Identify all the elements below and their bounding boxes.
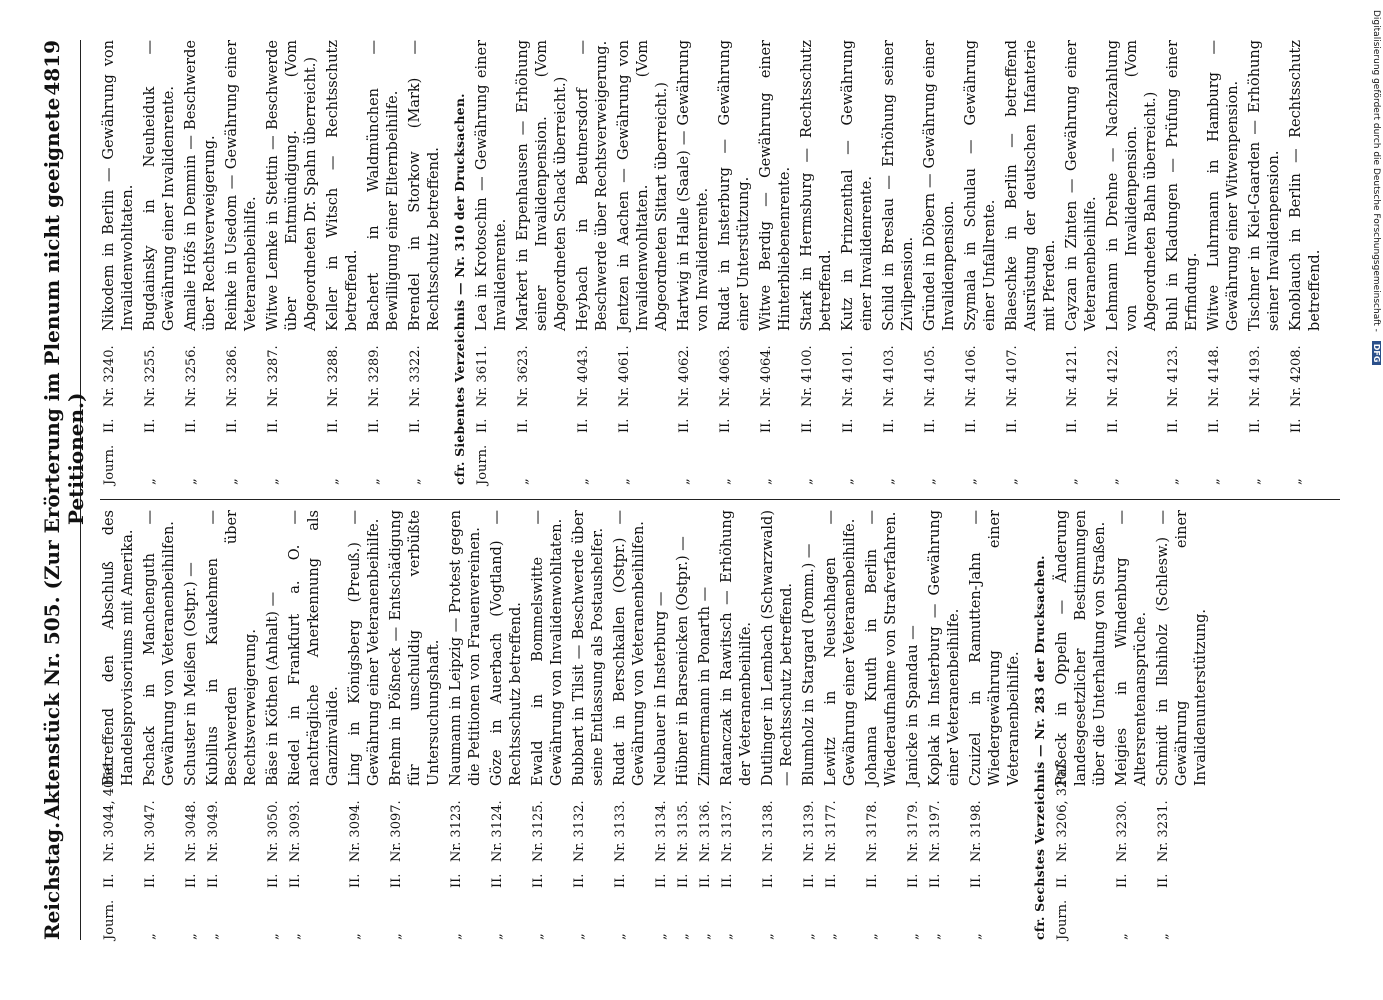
journal-mark: „ [841,478,856,485]
petition-text: Czuizel in Ramutten-Jahn — Wiedergewährung einer Veteranenbeihilfe. [968,510,1022,786]
petition-entry [1053,510,1110,940]
type-label: II. [389,873,404,888]
petition-text: Witwe Berdig — Gewährung einer Hinterbliebenenrente. [758,40,793,331]
petition-entry [264,40,321,485]
petition-text: Kubillus in Kaukehmen — Beschwerden über Rechtsverweigerung. [205,510,259,786]
petition-entry [447,510,485,940]
petition-number: Nr. 3136. [698,800,713,862]
petition-text: Zimmermann in Ponarth — [697,586,713,786]
petition-number: Nr. 4105. [923,345,938,407]
page-number: 4819 [40,40,64,96]
petition-text: Riedel in Frankfurt a. O. — nachträgliche Anerkennung als Ganzinvalide. [287,510,341,786]
type-label: II. [964,418,979,433]
petition-number: Nr. 3138. [761,800,776,862]
petition-number: Nr. 3206, 3207. [1055,759,1070,862]
journal-mark: „ [720,933,735,940]
petition-entry [514,40,571,485]
type-label: II. [143,873,158,888]
petition-number: Nr. 3197. [928,800,943,862]
petition-text: Göze in Auerbach (Vogtland) — Rechtsschutz betreffend. [489,510,524,786]
journal-mark: „ [865,933,880,940]
petition-entry [529,510,567,940]
petition-entry [757,40,795,485]
petition-text: Lea in Krotoschin — Gewährung einer Invalidenrente. [474,40,509,331]
petition-number: Nr. 3050. [266,800,281,862]
journal-mark: „ [761,933,776,940]
petition-number: Nr. 3288. [326,345,341,407]
petition-entry [473,40,511,485]
petition-text: Keller in Witsch — Rechtsschutz betreffend. [325,40,360,331]
petition-entry [570,510,608,940]
petition-entry [696,510,715,940]
petition-number: Nr. 4062. [677,345,692,407]
petition-entry [611,510,649,940]
petition-text: Bachert in Waldmünchen — Bewilligung einer Elternbeihilfe. [366,40,401,331]
petition-entry [904,510,923,940]
type-label: II. [1156,873,1171,888]
petition-entry [962,40,1000,485]
type-label: II. [225,418,240,433]
type-label: II. [718,418,733,433]
petition-entry [1003,40,1060,485]
journal-mark: „ [288,933,303,940]
petition-number: Nr. 3611. [475,345,490,407]
petition-entry [800,510,819,940]
type-label: II. [1065,418,1080,433]
petition-text: Szymala in Schulau — Gewährung einer Unfallrente. [963,40,998,331]
journal-mark: „ [928,933,943,940]
type-label: II. [720,873,735,888]
petition-text: Reinke in Usedom — Gewährung einer Veteranenbeihilfe. [224,40,259,331]
type-label: II. [348,873,363,888]
petition-number: Nr. 3178. [865,800,880,862]
type-label: II. [1115,873,1130,888]
journal-mark: „ [654,933,669,940]
petition-number: Nr. 4064. [759,345,774,407]
petition-number: Nr. 3198. [969,800,984,862]
petition-number: Nr. 3044, 4056. [102,759,117,862]
petition-number: Nr. 3124. [490,800,505,862]
journal-mark: „ [969,933,984,940]
journal-mark: „ [1156,933,1171,940]
journal-mark: „ [266,478,281,485]
journal-mark: „ [1106,478,1121,485]
page-header [40,40,88,940]
type-label: II. [266,418,281,433]
left-column [100,510,1340,940]
petition-text: Betreffend den Abschluß des Handelsprovisoriums mit Amerika. [101,510,136,786]
journal-mark: „ [1065,478,1080,485]
type-label: II. [1248,418,1263,433]
petition-number: Nr. 3289. [367,345,382,407]
petition-text: Witwe Luhrmann in Hamburg — Gewährung einer Witwenpension. [1206,40,1241,331]
petition-entry [182,510,201,940]
type-label: II. [654,873,669,888]
journal-mark: „ [516,478,531,485]
petition-number: Nr. 3125. [531,800,546,862]
type-label: II. [1005,418,1020,433]
petition-text: Lewitz in Neuschhagen — Gewährung einer Veteranenbeihilfe. [823,510,858,786]
petition-number: Nr. 3133. [613,800,628,862]
journal-mark: „ [367,478,382,485]
journal-mark: „ [824,933,839,940]
type-label: II. [490,873,505,888]
type-label: II. [367,418,382,433]
petition-entry [488,510,526,940]
type-label: II. [184,873,199,888]
petition-text: Bubbart in Tilsit — Beschwerde über seine Entlassung als Postaushelfer. [571,510,606,786]
petition-number: Nr. 4122. [1106,345,1121,407]
petition-number: Nr. 3179. [906,800,921,862]
petition-text: Ratanczak in Rawitsch — Erhöhung der Veteranenbeihilfe. [719,510,754,786]
journal-mark: „ [1166,478,1181,485]
petition-entry [387,510,444,940]
petition-entry [406,40,444,485]
petition-text: Knoblauch in Berlin — Rechtsschutz betreffend. [1288,40,1323,331]
journal-mark: „ [184,933,199,940]
type-label: II. [206,873,221,888]
petition-text: Kutz in Prinzenthal — Gewährung einer Invalidenrente. [840,40,875,331]
petition-number: Nr. 4123. [1166,345,1181,407]
type-label: II. [326,418,341,433]
petition-number: Nr. 4100. [800,345,815,407]
petition-text: Blaeschke in Berlin — betreffend Ausrüstung der deutschen Infanterie mit Pferden. [1004,40,1058,331]
petition-text: Buhl in Kladungen — Prüfung einer Erfindung. [1165,40,1200,331]
petition-text: Nikodem in Berlin — Gewährung von Invalidenwohltaten. [101,40,136,331]
petition-number: Nr. 4101. [841,345,856,407]
petition-number: Nr. 3287. [266,345,281,407]
petition-number: Nr. 3139. [802,800,817,862]
petition-entry [1104,40,1161,485]
petition-entry [674,510,693,940]
type-label: II. [408,418,423,433]
petition-text: Brehm in Pößneck — Entschädigung für unschuldig verbüßte Untersuchungshaft. [388,510,442,786]
petition-entry [675,40,713,485]
petition-text: Lehmann in Drehne — Nachzahlung von Invalidenpension. (Vom Abgeordneten Bahn überreicht.) [1105,40,1159,331]
petition-text: Schmidt in Ilshiholz (Schlesw.) — Gewährung einer Invalidenunterstützung. [1155,510,1209,786]
petition-entry [182,40,220,485]
petition-entry [1063,40,1101,485]
petition-text: Hübner in Barsenicken (Ostpr.) — [675,536,691,786]
right-column [100,40,1340,485]
petition-text: Pschack in Manchenguth — Gewährung von Veteranenbeihilfen. [142,510,177,786]
type-label: II. [759,418,774,433]
journal-mark: „ [617,478,632,485]
petition-number: Nr. 4061. [617,345,632,407]
journal-mark: Journ. [1055,899,1070,940]
petition-entry [880,40,918,485]
journal-mark: „ [490,933,505,940]
petition-number: Nr. 3132. [572,800,587,862]
petition-number: Nr. 3047. [143,800,158,862]
journal-mark: „ [326,478,341,485]
petition-text: Neubauer in Insterburg — [653,591,669,786]
petition-text: Paßeck in Oppeln — Änderung landesgesetzlicher Bestimmungen über die Unterhaltung von Straßen. [1054,510,1108,786]
petition-entry [264,510,283,940]
petition-number: Nr. 3256. [184,345,199,407]
petition-number: Nr. 3094. [348,800,363,862]
petition-entry [822,510,860,940]
petition-number: Nr. 3286. [225,345,240,407]
type-label: II. [800,418,815,433]
petition-entry [365,40,403,485]
petition-entry [798,40,836,485]
petition-number: Nr. 4148. [1207,345,1222,407]
type-label: II. [928,873,943,888]
type-label: II. [923,418,938,433]
petition-text: Rudat in Berschkallen (Ostpr.) — Gewährung von Veteranenbeihilfen. [612,510,647,786]
petition-number: Nr. 4043. [576,345,591,407]
petition-number: Nr. 3097. [389,800,404,862]
type-label: II. [882,418,897,433]
petition-entry [204,510,261,940]
journal-mark: „ [1005,478,1020,485]
petition-entry [718,510,756,940]
petition-text: Ling in Königsberg (Preuß.) — Gewährung einer Veteranenbeihilfe. [347,510,382,786]
type-label: II. [617,418,632,433]
journal-mark: „ [449,933,464,940]
petition-entry [1246,40,1284,485]
type-label: II. [288,873,303,888]
attribution-text: Digitalisierung gefördert durch die Deutsche Forschungsgemeinschaft - [1371,10,1381,332]
petition-number: Nr. 4208. [1289,345,1304,407]
journal-mark: „ [613,933,628,940]
type-label: II. [266,873,281,888]
petition-text: Witwe Lemke in Stettin — Beschwerde über Entmündigung. (Vom Abgeordneten Dr. Spahn überreicht.) [265,40,319,331]
journal-mark: Journ. [102,899,117,940]
petition-text: Blumholz in Stargard (Pomm.) — [801,543,817,786]
petition-number: Nr. 3231. [1156,800,1171,862]
petition-entry [286,510,343,940]
type-label: II. [969,873,984,888]
petition-number: Nr. 3322. [408,345,423,407]
section-title: cfr. Sechstes Verzeichnis — Nr. 283 der Drucksachen. [1032,555,1047,940]
petition-text: Brendel in Storkow (Mark) — Rechtsschutz betreffend. [407,40,442,331]
journal-mark: „ [1248,478,1263,485]
petition-entry [921,40,959,485]
type-label: II. [143,418,158,433]
type-label: II. [698,873,713,888]
petition-text: Amalie Höfs in Demmin — Beschwerde über Rechtsverweigerung. [183,40,218,331]
type-label: II. [531,873,546,888]
petition-entry [574,40,612,485]
petition-text: Cayzan in Zinten — Gewährung einer Veteranenbeihilfe. [1064,40,1099,331]
petition-entry [926,510,964,940]
journal-mark: „ [677,478,692,485]
type-label: II. [802,873,817,888]
journal-mark: „ [1207,478,1222,485]
type-label: II. [676,873,691,888]
petition-number: Nr. 3048. [184,800,199,862]
journal-mark: „ [800,478,815,485]
petition-entry [100,510,138,940]
petition-number: Nr. 3623. [516,345,531,407]
type-label: II. [475,418,490,433]
journal-mark: „ [882,478,897,485]
petition-text: Bugdainsky in Neuheiduk — Gewährung einer Invalidenrente. [142,40,177,331]
journal-mark: „ [572,933,587,940]
petition-text: Tischner in Kiel-Gaarden — Erhöhung seiner Invalidenpension. [1247,40,1282,331]
type-label: II. [865,873,880,888]
journal-mark: „ [143,478,158,485]
petition-number: Nr. 3135. [676,800,691,862]
petition-entry [141,40,179,485]
petition-text: Schild in Breslau — Erhöhung seiner Zivilpension. [881,40,916,331]
petition-number: Nr. 3123. [449,800,464,862]
journal-mark: „ [923,478,938,485]
petition-text: Ewald in Bommelswitte — Gewährung von Invalidenwohltaten. [530,510,565,786]
petition-entry [346,510,384,940]
petition-text: Rudat in Insterburg — Gewährung einer Unterstützung. [717,40,752,331]
petition-text: Dutlinger in Lembach (Schwarzwald) — Rechtsschutz betreffend. [760,510,795,786]
petition-text: Janicke in Spandau — [905,625,921,786]
petition-text: Heybach in Beutnersdorf — Beschwerde über Rechtsverweigerung. [575,40,610,331]
digitization-attribution [1367,10,1381,990]
petition-entry [759,510,797,940]
journal-mark: „ [718,478,733,485]
petition-number: Nr. 3240. [102,345,117,407]
petition-number: Nr. 3049. [206,800,221,862]
journal-mark: „ [964,478,979,485]
header-title: Aktenstück Nr. 505. (Zur Erörterung im Plenum nicht geeignete Petitionen.) [40,97,88,820]
type-label: II. [841,418,856,433]
column-divider [100,499,1340,500]
type-label: II. [1289,418,1304,433]
petition-entry [141,510,179,940]
type-label: II. [1166,418,1181,433]
petition-number: Nr. 4063. [718,345,733,407]
petition-text: Jentzen in Aachen — Gewährung von Invalidenwohltaten. (Vom Abgeordneten Sittart überreicht.) [616,40,670,331]
header-left: Reichstag. [40,821,64,940]
petition-text: Hartwig in Halle (Saale) — Gewährung von Invalidenrente. [676,40,711,331]
journal-mark: Journ. [475,444,490,485]
journal-mark: „ [676,933,691,940]
petition-number: Nr. 4193. [1248,345,1263,407]
petition-number: Nr. 3255. [143,345,158,407]
petition-number: Nr. 4106. [964,345,979,407]
journal-mark: Journ. [102,444,117,485]
type-label: II. [102,418,117,433]
journal-mark: „ [408,478,423,485]
petition-entry [100,40,138,485]
type-label: II. [516,418,531,433]
petition-number: Nr. 4103. [882,345,897,407]
journal-mark: „ [348,933,363,940]
journal-mark: „ [143,933,158,940]
type-label: II. [184,418,199,433]
journal-mark: „ [1289,478,1304,485]
type-label: II. [572,873,587,888]
petition-text: Koplak in Insterburg — Gewährung einer Veteranenbeihilfe. [927,510,962,786]
petition-entry [716,40,754,485]
journal-mark: „ [266,933,281,940]
petition-text: Schuster in Meißen (Ostpr.) — [183,562,199,786]
type-label: II. [102,873,117,888]
type-label: II. [576,418,591,433]
type-label: II. [1055,873,1070,888]
petition-entry [967,510,1024,940]
journal-mark: „ [759,478,774,485]
petition-entry [1113,510,1151,940]
petition-text: Johanna Knuth in Berlin — Wiederaufnahme von Strafverfahren. [864,510,899,786]
petition-entry [863,510,901,940]
journal-mark: „ [906,933,921,940]
type-label: II. [613,873,628,888]
petition-entry [1154,510,1211,940]
petition-entry [223,40,261,485]
type-label: II. [761,873,776,888]
petition-text: Meigies in Windenburg — Altersrentenansprüche. [1114,510,1149,786]
dfg-logo: DFG [1372,341,1381,366]
type-label: II. [824,873,839,888]
petition-entry [1205,40,1243,485]
type-label: II. [677,418,692,433]
petition-number: Nr. 3230. [1115,800,1130,862]
petition-entry [615,40,672,485]
petition-number: Nr. 3137. [720,800,735,862]
type-label: II. [1106,418,1121,433]
journal-mark: „ [576,478,591,485]
petition-number: Nr. 4107. [1005,345,1020,407]
petition-entry [324,40,362,485]
journal-mark: „ [184,478,199,485]
petition-entry [839,40,877,485]
journal-mark: „ [225,478,240,485]
petition-text: Stark in Hermsburg — Rechtsschutz betreffend. [799,40,834,331]
type-label: II. [449,873,464,888]
petition-number: Nr. 3134. [654,800,669,862]
journal-mark: „ [389,933,404,940]
petition-number: Nr. 3177. [824,800,839,862]
type-label: II. [906,873,921,888]
journal-mark: „ [802,933,817,940]
journal-mark: „ [531,933,546,940]
petition-number: Nr. 3093. [288,800,303,862]
journal-mark: „ [1115,933,1130,940]
petition-text: Bäse in Köthen (Anhalt) — [265,591,281,786]
petition-number: Nr. 4121. [1065,345,1080,407]
petition-entry [652,510,671,940]
petition-entry [1164,40,1202,485]
journal-mark: „ [206,933,221,940]
petition-entry [1287,40,1325,485]
section-title: cfr. Siebentes Verzeichnis — Nr. 310 der Drucksachen. [452,93,467,485]
petition-text: Gründel in Döbern — Gewährung einer Invalidenpension. [922,40,957,331]
type-label: II. [1207,418,1222,433]
petition-text: Markert in Erpenhausen — Erhöhung seiner Invalidenpension. (Vom Abgeordneten Schack überreicht.) [515,40,569,331]
petition-text: Naumann in Leipzig — Protest gegen die Petitionen von Frauenvereinen. [448,510,483,786]
journal-mark: „ [698,933,713,940]
